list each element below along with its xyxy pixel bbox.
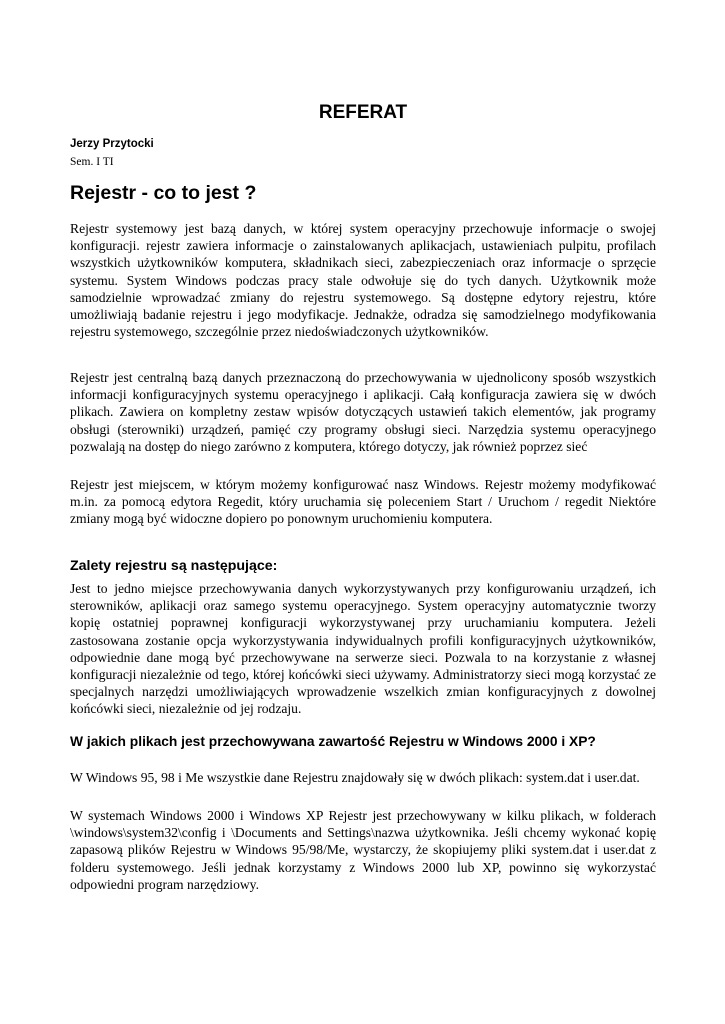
section-heading-advantages (70, 557, 277, 575)
paragraph: Jest to jedno miejsce przechowywania danych wykorzystywanych przy konfigurowaniu urządzeń, ich sterowników, aplikacji oraz samego systemu operacyjnego. System operacyjny automatycznie tworzy kopię ostatniej poprawnej konfiguracji wykorzystywanej przy uruchamianiu komputera. Jeżeli zastosowana zostanie opcja wykorzystywania indywidualnych profili konfiguracyjnych użytkowników, odpowiednie dane mogą być przechowywane na serwerze sieci. Pozwala to na korzystanie z własnej konfiguracji niezależnie od tego, której końcówki sieci używamy. Administratorzy sieci mogą korzystać ze specjalnych narzędzi umożliwiających wprowadzenie wszelkich zmian konfiguracyjnych z dowolnej końcówki sieci, niezależnie od jej rodzaju. (70, 581, 656, 717)
semester-label: Sem. I TI (70, 156, 114, 168)
paragraph: W systemach Windows 2000 i Windows XP Rejestr jest przechowywany w kilku plikach, w folderach \windows\system32\config i \Documents and Settings\nazwa użytkownika. Jeśli chcemy wykonać kopię zapasową plików Rejestru w Windows 95/98/Me, wystarczy, że skopiujemy pliki system.dat i user.dat z folderu systemowego. Jeśli jednak korzystamy z Windows 2000 lub XP, powinno się wykorzystać odpowiedni program narzędziowy. (70, 808, 656, 892)
section-heading-advantages-text: Zalety rejestru są następujące (70, 558, 273, 574)
section-heading-colon: : (272, 558, 278, 574)
author-name: Jerzy Przytocki (70, 138, 154, 150)
section-heading-files: W jakich plikach jest przechowywana zawartość Rejestru w Windows 2000 i XP? (70, 734, 596, 749)
paragraph: Rejestr jest centralną bazą danych przeznaczoną do przechowywania w ujednolicony sposób wszystkich informacji konfiguracyjnych systemu operacyjnego i aplikacji. Całą konfiguracja zawiera się w dwóch plikach. Zawiera on kompletny zestaw wpisów dotyczących ustawień takich elementów, jak programy obsługi (sterowniki) urządzeń, pamięć czy programy obsługi sieci. Narzędzia systemu operacyjnego pozwalają na dostęp do niego zarówno z komputera, którego dotyczy, jak również poprzez sieć (70, 370, 656, 454)
document-title: REFERAT (318, 102, 408, 123)
paragraph: W Windows 95, 98 i Me wszystkie dane Rejestru znajdowały się w dwóch plikach: system.dat i user.dat. (70, 770, 640, 785)
paragraph: Rejestr systemowy jest bazą danych, w której system operacyjny przechowuje informacje o swojej konfiguracji. rejestr zawiera informacje o zainstalowanych aplikacjach, ustawieniach pulpitu, profilach wszystkich użytkowników komputera, składnikach sieci, zabezpieczeniach oraz informacje o sprzęcie systemu. System Windows podczas pracy stale odwołuje się do tych danych. Użytkownik może samodzielnie wprowadzać zmiany do rejestru systemowego. Są dostępne edytory rejestru, które umożliwiają badanie rejestru i jego modyfikacje. Jednakże, odradza się samodzielnego modyfikowania rejestru systemowego, szczególnie przez niedoświadczonych użytkowników. (70, 221, 656, 340)
paragraph: Rejestr jest miejscem, w którym możemy konfigurować nasz Windows. Rejestr możemy modyfikować m.in. za pomocą edytora Regedit, który uruchamia się poleceniem Start / Uruchom / regedit Niektóre zmiany mogą być widoczne dopiero po ponownym uruchomieniu komputera. (70, 477, 656, 527)
section-heading-registry: Rejestr - co to jest ? (70, 182, 257, 204)
